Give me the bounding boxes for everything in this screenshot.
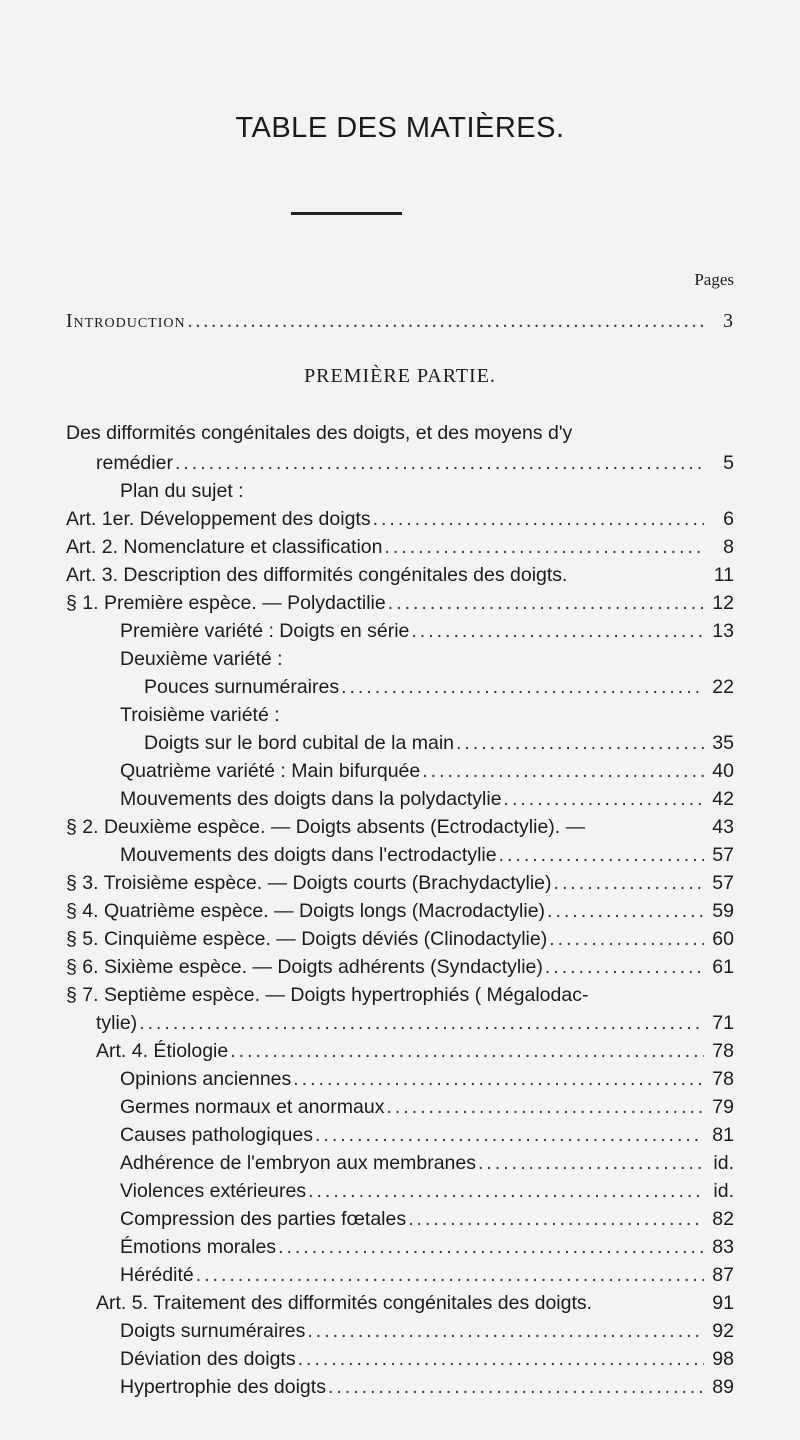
title-rule	[291, 212, 402, 215]
toc-entry: Art. 2. Nomenclature et classification ..... 8	[66, 534, 734, 560]
toc-entry: Troisième variété :	[120, 704, 280, 726]
pages-column-label: Pages	[694, 270, 734, 289]
toc-entry: tylie) ..... 71	[96, 1010, 734, 1036]
leader-dots	[175, 450, 704, 476]
leader-dots	[196, 1262, 704, 1288]
leader-dots	[499, 842, 704, 868]
toc-entry: Doigts surnuméraires ..... 92	[120, 1318, 734, 1344]
leader-dots	[545, 954, 704, 980]
toc-entry: Art. 4. Étiologie ..... 78	[96, 1038, 734, 1064]
toc-entry: Deuxième variété :	[120, 648, 283, 670]
toc-page: 3	[723, 311, 734, 332]
toc-entry: Violences extérieures ..... id.	[120, 1178, 734, 1204]
toc-entry: Doigts sur le bord cubital de la main ..... 35	[144, 730, 734, 756]
toc-entry: Plan du sujet :	[120, 480, 244, 502]
leader-dots	[230, 1038, 704, 1064]
leader-dots	[422, 758, 704, 784]
leader-dots	[315, 1122, 704, 1148]
leader-dots	[373, 506, 704, 532]
toc-entry: § 2. Deuxième espèce. — Doigts absents (Ectrodactylie). — 43	[66, 816, 734, 838]
toc-label: Introduction	[66, 311, 186, 332]
toc-entry: Art. 5. Traitement des difformités congénitales des doigts. 91	[96, 1292, 734, 1314]
leader-dots	[411, 618, 704, 644]
leader-dots	[386, 1094, 704, 1120]
toc-entry: Compression des parties fœtales ..... 82	[120, 1206, 734, 1232]
leader-dots	[478, 1150, 704, 1176]
toc-entry: Mouvements des doigts dans l'ectrodactylie ..... 57	[120, 842, 734, 868]
leader-dots	[388, 590, 704, 616]
toc-entry: Des difformités congénitales des doigts, et des moyens d'y	[66, 422, 573, 444]
leader-dots	[456, 730, 704, 756]
leader-dots	[188, 309, 704, 335]
toc-entry: Germes normaux et anormaux ..... 79	[120, 1094, 734, 1120]
leader-dots	[554, 870, 704, 896]
toc-entry: Causes pathologiques ..... 81	[120, 1122, 734, 1148]
leader-dots	[547, 898, 704, 924]
leader-dots	[139, 1010, 704, 1036]
toc-entry: Hypertrophie des doigts ..... 89	[120, 1374, 734, 1400]
leader-dots	[278, 1234, 704, 1260]
leader-dots	[384, 534, 704, 560]
part-title: PREMIÈRE PARTIE.	[304, 365, 496, 387]
leader-dots	[307, 1318, 704, 1344]
leader-dots	[408, 1206, 704, 1232]
leader-dots	[328, 1374, 704, 1400]
leader-dots	[549, 926, 704, 952]
toc-entry: Hérédité ..... 87	[120, 1262, 734, 1288]
leader-dots	[298, 1346, 704, 1372]
toc-entry: Déviation des doigts ..... 98	[120, 1346, 734, 1372]
toc-entry: Art. 3. Description des difformités congénitales des doigts. 11	[66, 564, 734, 586]
toc-entry: Art. 1er. Développement des doigts ..... 6	[66, 506, 734, 532]
toc-entry: Première variété : Doigts en série ..... 13	[120, 618, 734, 644]
leader-dots	[308, 1178, 704, 1204]
toc-entry: remédier ..... 5	[96, 450, 734, 476]
toc-entry: § 5. Cinquième espèce. — Doigts déviés (Clinodactylie) ..... 60	[66, 926, 734, 952]
toc-entry: § 6. Sixième espèce. — Doigts adhérents (Syndactylie) ..... 61	[66, 954, 734, 980]
leader-dots	[341, 674, 704, 700]
leader-dots	[504, 786, 704, 812]
toc-entry: § 4. Quatrième espèce. — Doigts longs (Macrodactylie) ..... 59	[66, 898, 734, 924]
toc-entry: § 7. Septième espèce. — Doigts hypertrophiés ( Mégalodac-	[66, 984, 589, 1006]
toc-entry-introduction	[66, 309, 734, 335]
toc-entry: Quatrième variété : Main bifurquée ..... 40	[120, 758, 734, 784]
toc-entry: § 1. Première espèce. — Polydactilie ..... 12	[66, 590, 734, 616]
toc-entry: § 3. Troisième espèce. — Doigts courts (Brachydactylie) ..... 57	[66, 870, 734, 896]
toc-entry: Pouces surnuméraires ..... 22	[144, 674, 734, 700]
page-title: TABLE DES MATIÈRES.	[235, 112, 565, 144]
toc-entry: Émotions morales ..... 83	[120, 1234, 734, 1260]
toc-entry: Adhérence de l'embryon aux membranes ..... id.	[120, 1150, 734, 1176]
toc-entry: Mouvements des doigts dans la polydactylie ..... 42	[120, 786, 734, 812]
leader-dots	[293, 1066, 704, 1092]
toc-entry: Opinions anciennes ..... 78	[120, 1066, 734, 1092]
